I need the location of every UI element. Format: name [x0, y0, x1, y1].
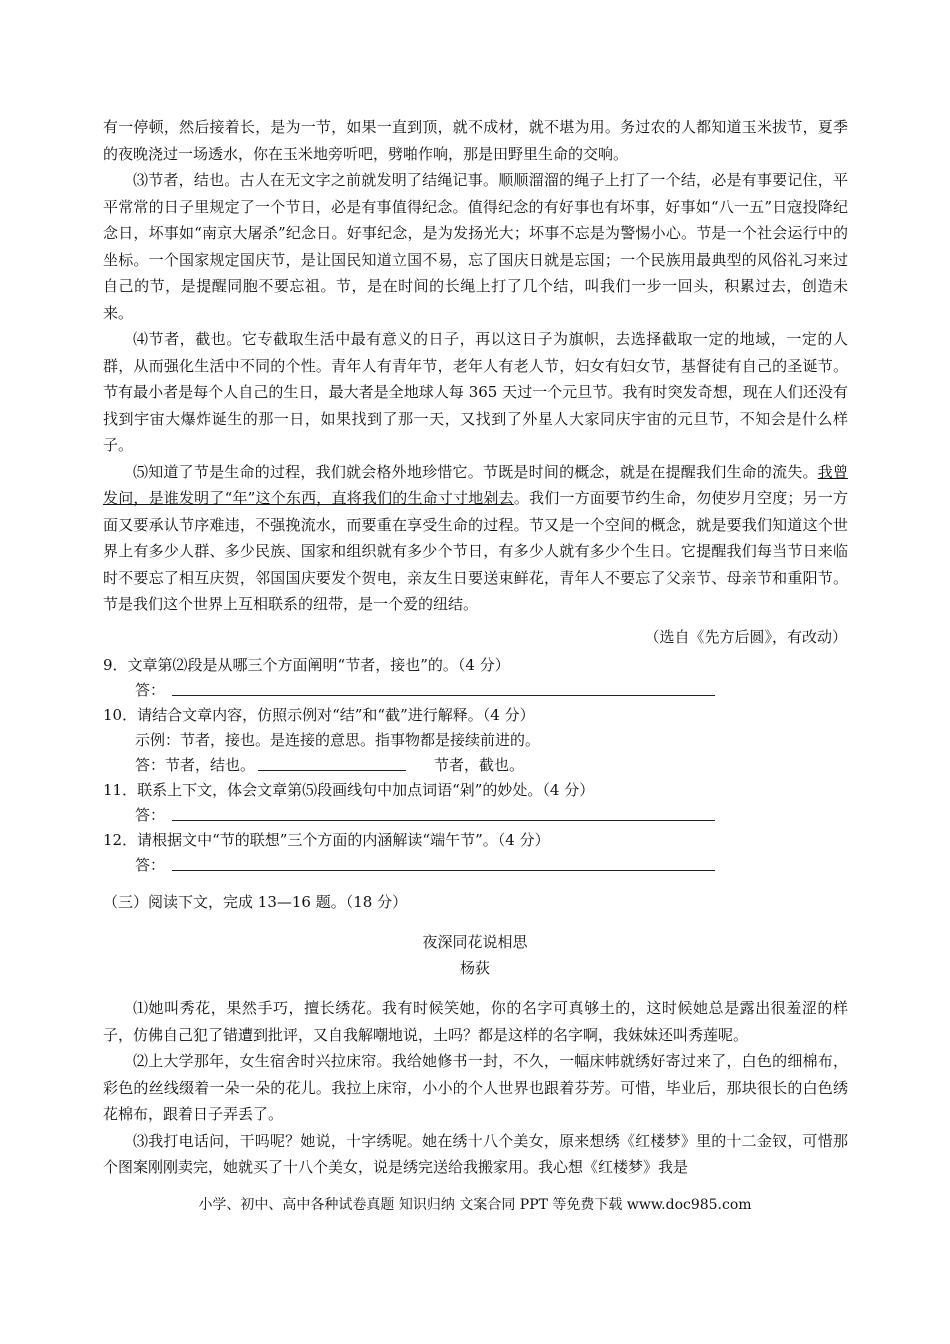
question-12: 12．请根据文中“节的联想”三个方面的内涵解读“端午节”。（4 分） [103, 831, 550, 849]
story-paragraph-3: ⑶我打电话问，干吗呢？她说，十字绣呢。她在绣十八个美女，原来想绣《红楼梦》里的十二金钗，可惜那个图案刚刚卖完，她就买了十八个美女，说是绣完送给我搬家用。我心想《红楼梦》我是 [103, 1131, 848, 1176]
paragraph-5-text-b: 。我们一方面要节约生命，勿使岁月空度；另一方面又要承认节序难违，不强挽流水，而要重在享受生命的过程。节又是一个空间的概念，就是要我们知道这个世界上有多少人群、多少民族、国家和组织就有多少个节日，有多少人就有多少个生日。它提醒我们每当节日来临时不要忘了相互庆贺，邻国国庆要发个贺电，亲友生日要送束鲜花，青年人不要忘了父亲节、母亲节和重阳节。节是我们这个世界上互相联系的纽带，是一个爱的纽结。 [103, 489, 848, 613]
answer-line-10-a [258, 770, 406, 771]
story-author: 杨荻 [459, 959, 490, 977]
story-paragraph-2: ⑵上大学那年，女生宿舍时兴拉床帘。我给她修书一封，不久，一幅床帏就绣好寄过来了，白色的细棉布，彩色的丝线缀着一朵一朵的花儿。我拉上床帘，小小的个人世界也跟着芬芳。可惜，毕业后，那块很长的白色绣花棉布，跟着日子弄丢了。 [103, 1052, 848, 1123]
answer-label-9: 答： [135, 681, 166, 699]
question-10-example: 示例：节者，接也。是连接的意思。指事物都是接续前进的。 [135, 731, 541, 749]
answer-line-11 [172, 820, 715, 821]
question-10: 10．请结合文章内容，仿照示例对“结”和“截”进行解释。（4 分） [103, 706, 535, 724]
section-3-heading: （三）阅读下文，完成 13—16 题。（18 分） [103, 893, 408, 911]
underlined-sentence: 我曾发问，是谁发明了“年”这个东西，直将我们的生命寸寸地剁去 [103, 462, 848, 507]
question-11: 11．联系上下文，体会文章第⑸段画线句中加点词语“剁”的妙处。（4 分） [103, 781, 595, 799]
page-footer: 小学、初中、高中各种试卷真题 知识归纳 文案合同 PPT 等免费下载 www.doc985.com [198, 1197, 752, 1213]
story-paragraph-1: ⑴她叫秀花，果然手巧，擅长绣花。我有时候笑她，你的名字可真够土的，这时候她总是露出很羞涩的样子，仿佛自己犯了错遭到批评，又自我解嘲地说，土吗？都是这样的名字啊，我妹妹还叫秀莲呢。 [103, 999, 848, 1044]
passage-part1 [103, 114, 848, 618]
answer-line-9 [172, 695, 715, 696]
story-title: 夜深同花说相思 [422, 933, 528, 951]
paragraph-2-end: 有一停顿，然后接着长，是为一节，如果一直到顶，就不成材，就不堪为用。务过农的人都知道玉米拔节，夏季的夜晚浇过一场透水，你在玉米地旁听吧，劈啪作响，那是田野里生命的交响。 [103, 118, 848, 163]
paragraph-4: ⑷节者，截也。它专截取生活中最有意义的日子，再以这日子为旗帜，去选择截取一定的地域，一定的人群，从而强化生活中不同的个性。青年人有青年节，老年人有老人节，妇女有妇女节，基督徒有自己的圣诞节。节有最小者是每个人自己的生日，最大者是全地球人每 365 天过一个元旦节。我有时突发奇想，现在人们还没有找到宇宙大爆炸诞生的那一日，如果找到了那一天，又找到了外星人大家同庆宇宙的元旦节，不知会是什么样子。 [103, 330, 848, 454]
answer-10-a: 答：节者，结也。 [135, 756, 256, 774]
story-body [103, 995, 848, 1181]
paragraph-3: ⑶节者，结也。古人在无文字之前就发明了结绳记事。顺顺溜溜的绳子上打了一个结，必是有事要记住，平平常常的日子里规定了一个节日，必是有事值得纪念。值得纪念的有好事也有坏事，好事如“八一五”日寇投降纪念日，坏事如“南京大屠杀”纪念日。好事纪念，是为发扬光大；坏事不忘是为警惕小心。节是一个社会运行中的坐标。一个国家规定国庆节，是让国民知道立国不易，忘了国庆日就是忘国；一个民族用最典型的风俗礼习来过自己的节，是提醒同胞不要忘祖。节，是在时间的长绳上打了几个结，叫我们一步一回头，积累过去，创造未来。 [103, 171, 848, 322]
paragraph-5-text-a: ⑸知道了节是生命的过程，我们就会格外地珍惜它。节既是时间的概念，就是在提醒我们生命的流失。 [133, 462, 818, 481]
answer-label-11: 答： [135, 806, 166, 824]
paragraph-5 [103, 459, 848, 618]
question-9: 9．文章第⑵段是从哪三个方面阐明“节者，接也”的。（4 分） [103, 656, 510, 674]
answer-line-12 [172, 870, 715, 871]
answer-10-b: 节者，截也。 [434, 756, 525, 774]
source-note: （选自《先方后圆》，有改动） [644, 628, 847, 646]
answer-label-12: 答： [135, 856, 166, 874]
